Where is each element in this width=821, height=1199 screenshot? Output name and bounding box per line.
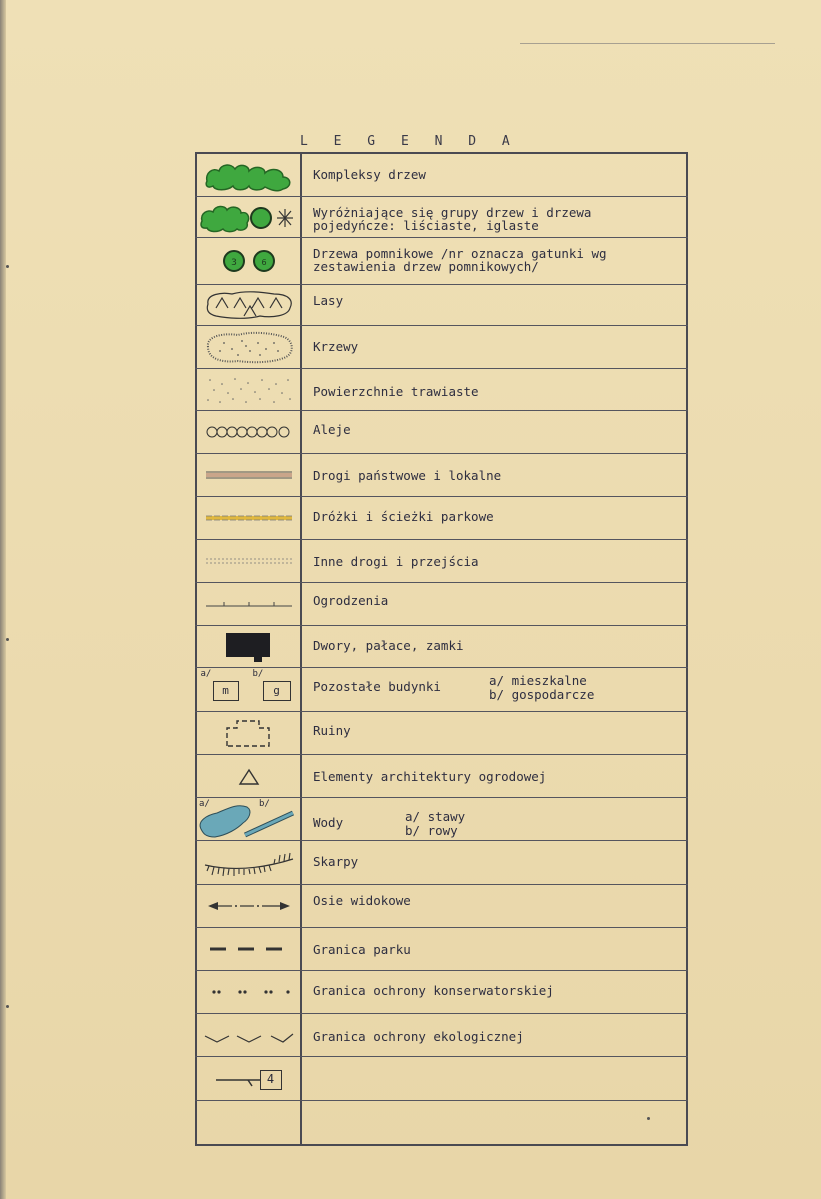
page-edge [0,0,6,1199]
slope-icon [197,842,300,883]
manor-icon [197,627,300,667]
svg-text:6: 6 [260,258,267,267]
row-separator [195,840,688,841]
row-separator [195,237,688,238]
row-label-forest: Lasy [313,293,344,308]
monument-trees-icon [197,239,300,283]
svg-text:3: 3 [230,258,237,268]
forest-icon [197,286,300,324]
margin-speck [6,265,9,268]
row-label-manor: Dwory, pałace, zamki [313,638,464,653]
row-label-ecological-border: Granica ochrony ekologicznej [313,1029,524,1044]
row-separator [195,625,688,626]
row-separator [195,410,688,411]
row-separator [195,1056,688,1057]
row-label-monument-trees: Drzewa pomnikowe /nr oznacza gatunki wg [313,246,607,261]
ecological-border-icon [197,1015,300,1055]
row-label-main-road: Drogi państwowe i lokalne [313,468,502,483]
main-road-icon [197,455,300,495]
row-label-conservation-border: Granica ochrony konserwatorskiej [313,983,554,998]
fence-icon [197,584,300,624]
shrubs-icon [197,327,300,367]
row-label-water: Wody [313,815,344,830]
buildings-option-a: a/ mieszkalne [489,673,587,688]
flag-number-box: 4 [260,1070,282,1090]
buildings-option-b: b/ gospodarcze [489,687,595,702]
buildings-b-marker: b/ [252,669,264,679]
row-separator [195,1100,688,1101]
row-separator [195,1013,688,1014]
row-label-tree-groups-2: pojedyńcze: liściaste, iglaste [313,218,539,233]
row-label-buildings: Pozostałe budynki [313,679,441,694]
row-label-grass: Powierzchnie trawiaste [313,384,479,399]
row-separator [195,582,688,583]
buildings-a-marker: a/ [200,669,212,679]
row-separator [195,970,688,971]
margin-speck [6,1005,9,1008]
row-label-tree-complex: Kompleksy drzew [313,167,426,182]
alley-icon [197,412,300,452]
row-separator [195,927,688,928]
row-separator [195,496,688,497]
margin-speck [6,638,9,641]
row-separator [195,196,688,197]
row-label-fence: Ogrodzenia [313,593,389,608]
residential-building-box: m [213,681,239,701]
legend-title: L E G E N D A [300,134,519,149]
row-separator [195,325,688,326]
buildings-icon [197,669,300,710]
row-separator [195,667,688,668]
other-road-icon [197,541,300,581]
park-path-icon [197,498,300,538]
row-separator [195,368,688,369]
row-separator [195,884,688,885]
row-separator [195,797,688,798]
water-icon [197,799,300,840]
water-option-a: a/ stawy [405,809,466,824]
water-b-marker: b/ [259,799,270,809]
row-label-other-road: Inne drogi i przejścia [313,554,479,569]
flag-number-icon [197,1058,300,1099]
row-label-slope: Skarpy [313,854,359,869]
top-stray-line [520,43,775,44]
row-label-park-border: Granica parku [313,942,411,957]
legend-divider [300,152,302,1146]
row-label-garden-architecture: Elementy architektury ogrodowej [313,769,547,784]
triangle-icon [197,756,300,797]
row-separator [195,453,688,454]
row-label-park-path: Dróżki i ścieżki parkowe [313,509,494,524]
tree-complex-icon [197,156,300,196]
water-option-b: b/ rowy [405,823,458,838]
row-label-monument-trees-2: zestawienia drzew pomnikowych/ [313,259,539,274]
grass-icon [197,370,300,409]
tree-groups-icon [197,198,300,236]
view-axis-icon [197,886,300,926]
row-label-tree-groups: Wyróżniające się grupy drzew i drzewa [313,205,592,220]
row-label-alley: Aleje [313,422,351,437]
row-separator [195,754,688,755]
row-separator [195,284,688,285]
park-border-icon [197,929,300,969]
ruins-icon [197,712,300,753]
farm-building-box: g [263,681,291,701]
row-label-shrubs: Krzewy [313,339,359,354]
ink-speck [647,1117,650,1120]
row-label-view-axis: Osie widokowe [313,893,411,908]
row-separator [195,539,688,540]
water-a-marker: a/ [199,799,210,809]
row-label-ruins: Ruiny [313,723,351,738]
conservation-border-icon [197,972,300,1012]
